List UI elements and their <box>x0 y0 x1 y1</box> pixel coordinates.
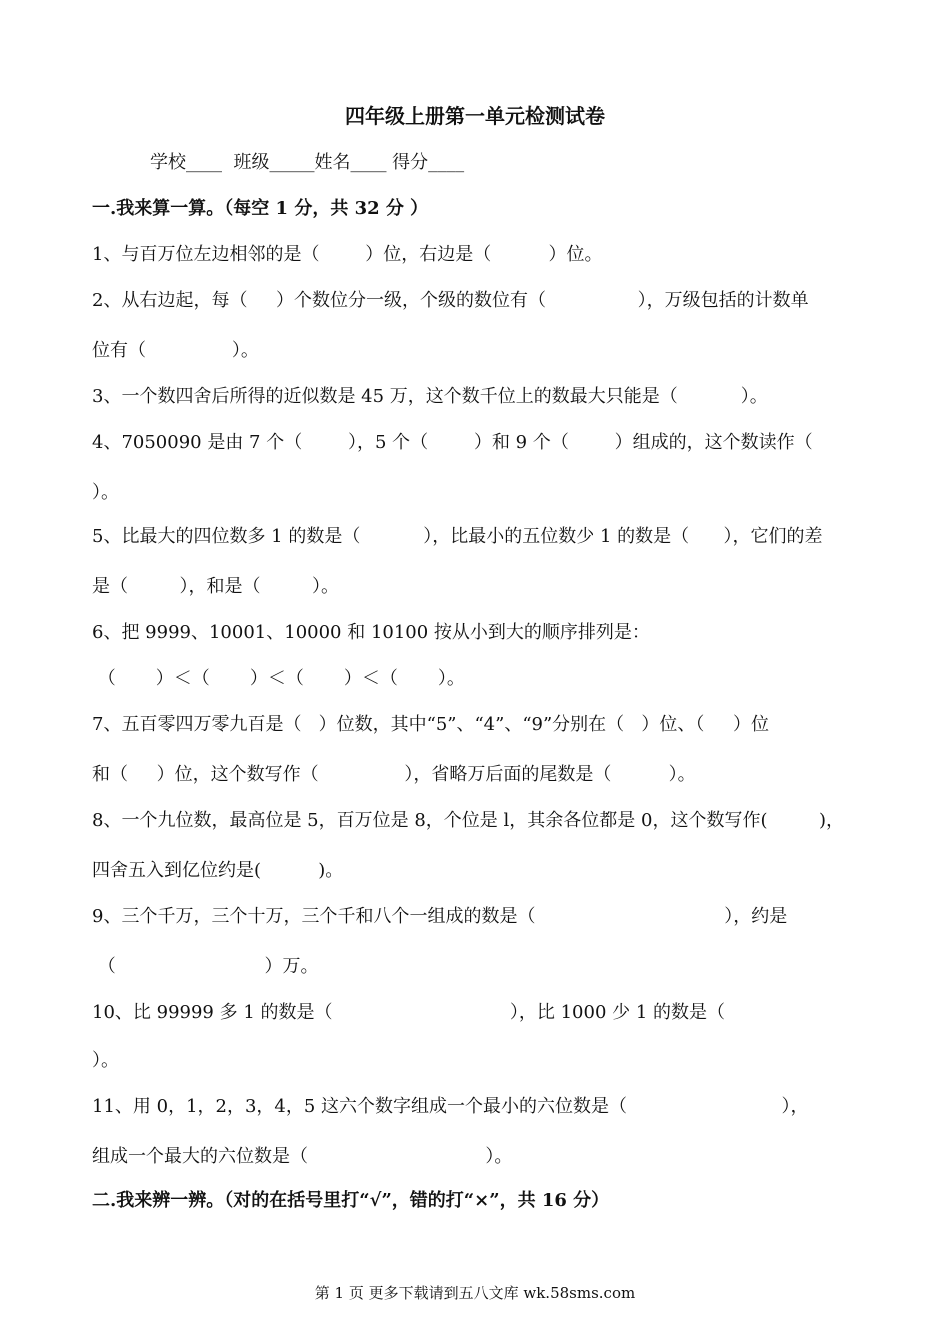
question-line: ）。 <box>92 482 119 503</box>
question-line: 11、用 0，1，2，3，4，5 这六个数字组成一个最小的六位数是（ ）， <box>92 1096 809 1117</box>
question-line: 四舍五入到亿位约是( )。 <box>92 860 344 881</box>
question-line: 9、三个千万，三个十万，三个千和八个一组成的数是（ ），约是 <box>92 906 788 927</box>
section-heading: 一.我来算一算。（每空 1 分，共 32 分 ） <box>92 198 429 219</box>
question-line: 5、比最大的四位数多 1 的数是（ ），比最小的五位数少 1 的数是（ ），它们的差 <box>92 526 823 547</box>
question-line: 是（ ），和是（ ）。 <box>92 576 339 597</box>
question-line: 6、把 9999、10001、10000 和 10100 按从小到大的顺序排列是： <box>92 622 650 643</box>
question-line: 10、比 99999 多 1 的数是（ ），比 1000 少 1 的数是（ <box>92 1002 726 1023</box>
question-line: 组成一个最大的六位数是（ ）。 <box>92 1146 513 1167</box>
question-line: （ ）万。 <box>92 956 319 977</box>
question-line: 3、一个数四舍后所得的近似数是 45 万，这个数千位上的数最大只能是（ ）。 <box>92 386 768 407</box>
question-line: 8、一个九位数，最高位是 5，百万位是 8，个位是 l，其余各位都是 0，这个数写作( )， <box>92 810 844 831</box>
section-heading: 二.我来辨一辨。（对的在括号里打“√”，错的打“×”，共 16 分） <box>92 1190 610 1211</box>
question-line: 1、与百万位左边相邻的是（ ）位，右边是（ ）位。 <box>92 244 603 265</box>
student-info-line: 学校____ 班级_____姓名____ 得分____ <box>150 152 465 173</box>
question-line: 4、7050090 是由 7 个（ ），5 个（ ）和 9 个（ ）组成的，这个数读作（ <box>92 432 813 453</box>
question-line: 2、从右边起，每（ ）个数位分一级，个级的数位有（ ），万级包括的计数单 <box>92 290 809 311</box>
question-line: ）。 <box>92 1050 119 1071</box>
question-line: 和（ ）位，这个数写作（ ），省略万后面的尾数是（ ）。 <box>92 764 696 785</box>
question-line: 7、五百零四万零九百是（ ）位数，其中“5”、“4”、“9”分别在（ ）位、（ ）位 <box>92 714 769 735</box>
page-title: 四年级上册第一单元检测试卷 <box>345 104 605 128</box>
question-line: 位有（ ）。 <box>92 340 259 361</box>
question-line: （ ）＜（ ）＜（ ）＜（ ）。 <box>92 668 465 689</box>
page-footer: 第 1 页 更多下载请到五八文库 wk.58sms.com <box>314 1284 636 1302</box>
